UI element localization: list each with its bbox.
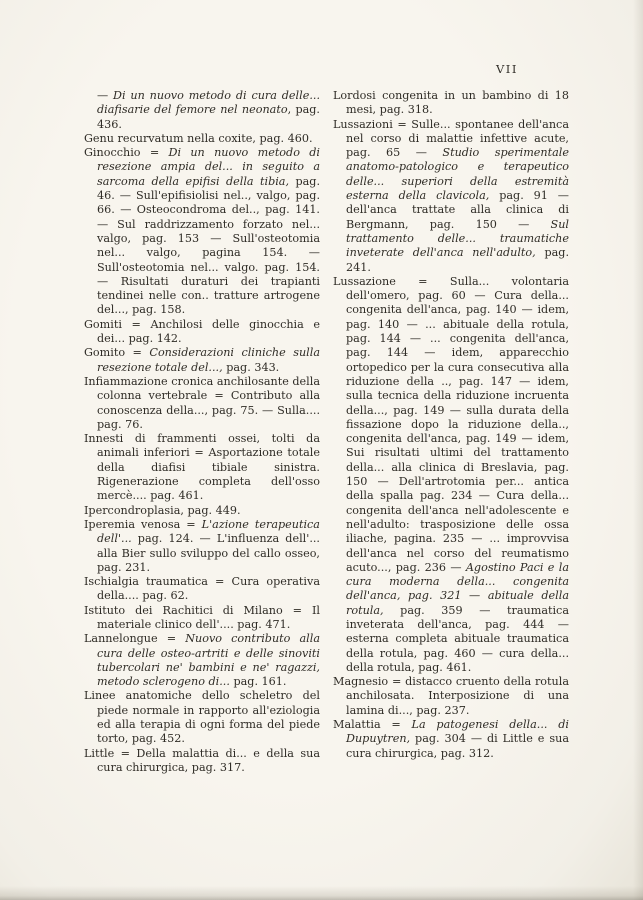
index-entry (84, 632, 320, 689)
entry-text: pag. 46. — Sull'epifisiolisi nel.., valgo, pag. 66. — Osteocondroma del.., pag. 141. — Sul raddrizzamento forzato nel... valgo, pag. 153 — Sull'osteotomia nel... valgo, pagina 154. — Sull'osteotomia nel... valgo. pag. 154. — Risultati duraturi dei trapianti tendinei nelle con.. tratture artrogene del..., pag. 158. (97, 174, 320, 317)
index-entry (84, 318, 320, 347)
entry-text: Ischialgia traumatica = Cura operativa della.... pag. 62. (84, 575, 320, 603)
entry-text: pag. 241. (346, 246, 569, 274)
entry-text: Innesti di frammenti ossei, tolti da animali inferiori = Asportazione totale della diafisi tibiale sinistra. Rigenerazione completa dell'osso mercè.... pag. 461. (84, 432, 320, 503)
left-column (84, 89, 320, 775)
entry-text-italic: Sul trattamento delle... traumatiche inveterate dell'anca nell'adulto, (346, 217, 569, 260)
index-entry (333, 118, 569, 275)
entry-text: Genu recurvatum nella coxite, pag. 460. (84, 131, 313, 145)
entry-text: pag. 359 — traumatica inveterata dell'anca, pag. 444 — esterna completa abituale traumatica della rotula, pag. 460 — cura della... della rotula, pag. 461. (346, 603, 569, 674)
entry-text-italic: L'azione terapeutica dell'... (97, 517, 320, 546)
entry-text: pag. 91 — dell'anca trattate alla clinica di Bergmann, pag. 150 — (346, 189, 569, 231)
entry-text: Magnesio = distacco cruento della rotula anchilosata. Interposizione di una lamina di..., pag. 237. (333, 675, 569, 717)
entry-text: Linee anatomiche dello scheletro del piede normale in rapporto all'eziologia ed alla terapia di ogni forma del piede torto, pag. 452. (84, 689, 320, 746)
entry-text-italic: La patogenesi della... di Dupuytren, (346, 718, 569, 746)
index-entry (84, 132, 320, 146)
entry-text: Gomiti = Anchilosi delle ginocchia e dei... pag. 142. (84, 317, 320, 346)
right-column (333, 89, 569, 775)
entry-text: pag. 124. — L'influenza dell'... alla Bier sullo sviluppo del callo osseo, pag. 231. (97, 532, 320, 574)
entry-text: pag. 304 — di Little e sua cura chirurgica, pag. 312. (346, 732, 569, 760)
index-entry (333, 89, 569, 118)
entry-text: Lussazione = Sulla... volontaria dell'omero, pag. 60 — Cura della... congenita dell'anca, pag. 140 — idem, pag. 140 — ... abituale della rotula, pag. 144 — ... congenita dell'anca, pag. 144 — idem, apparecchio ortopedico per la cura consecutiva alla riduzione della .., pag. 147 — idem, sulla tecnica della riduzione incruenta della..., pag. 149 — sulla durata della fissazione dopo la riduzione della.., congenita dell'anca, pag. 149 — idem, Sui risultati ultimi del trattamento della... alla clinica di Breslavia, pag. 150 — Dell'artrotomia per... antica della spalla pag. 234 — Cura della... congenita dell'anca nell'adolescente e nell'adulto: trasposizione delle ossa iliache, pagina. 235 — ... improvvisa dell'anca nel corso del reumatismo acuto..., pag. 236 — (333, 274, 569, 574)
entry-text: Little = Della malattia di... e della sua cura chirurgica, pag. 317. (84, 746, 320, 774)
entry-text: Lannelongue = (84, 632, 186, 646)
entry-text: Ginocchio = (84, 146, 169, 160)
index-entry (84, 346, 320, 375)
index-entry (84, 575, 320, 604)
entry-text: Gomito = (84, 346, 150, 360)
index-entry (333, 718, 569, 761)
entry-text-italic: Di un nuovo metodo di cura delle... diafisarie del femore nel neonato (97, 89, 321, 117)
index-entry (84, 747, 320, 776)
index-entry (84, 146, 320, 318)
entry-text: Infiammazione cronica anchilosante della colonna vertebrale = Contributo alla conoscenza della..., pag. 75. — Sulla.... pag. 76. (84, 374, 320, 431)
page-number: VII (496, 62, 518, 76)
entry-text-italic: Agostino Paci e la cura moderna della... congenita dell'anca, pag. 321 — abituale della rotula, (346, 560, 569, 617)
entry-text: Ipercondroplasia, pag. 449. (84, 503, 241, 517)
index-entry (84, 604, 320, 633)
entry-text: Lussazioni = Sulle... spontanee dell'anca nel corso di malattie infettive acute, pag. 65 — (333, 117, 569, 160)
index-columns (84, 89, 569, 775)
entry-text: — (97, 89, 114, 102)
index-entry (333, 675, 569, 718)
entry-text: Lordosi congenita in un bambino di 18 mesi, pag. 318. (333, 89, 569, 117)
entry-text: pag. 161. (229, 675, 287, 689)
entry-text: , pag. 436. (97, 103, 320, 131)
index-entry (84, 518, 320, 575)
entry-text-italic: Studio sperimentale anatomo-patologico e terapeutico delle... superiori della estremità esterna della clavicola, (346, 146, 569, 203)
entry-text: pag. 343. (222, 360, 280, 374)
index-entry (84, 689, 320, 746)
entry-text: Istituto dei Rachitici di Milano = Il materiale clinico dell'.... pag. 471. (84, 603, 320, 631)
index-entry (84, 432, 320, 503)
entry-text: Malattia = (333, 718, 412, 732)
entry-text-italic: Di un nuovo metodo di resezione ampia del... in seguito a sarcoma della epifisi della tibia, (97, 146, 320, 188)
entry-text: Iperemia venosa = (84, 517, 202, 531)
index-entry (84, 89, 320, 132)
entry-text-italic: Nuovo contributo alla cura delle osteo-artriti e delle sinoviti tubercolari ne' bambini e ne' ragazzi, metodo sclerogeno di... (97, 632, 320, 689)
index-entry (84, 375, 320, 432)
entry-text-italic: Considerazioni cliniche sulla resezione totale del..., (97, 346, 320, 374)
index-entry (84, 504, 320, 518)
index-entry (333, 275, 569, 675)
